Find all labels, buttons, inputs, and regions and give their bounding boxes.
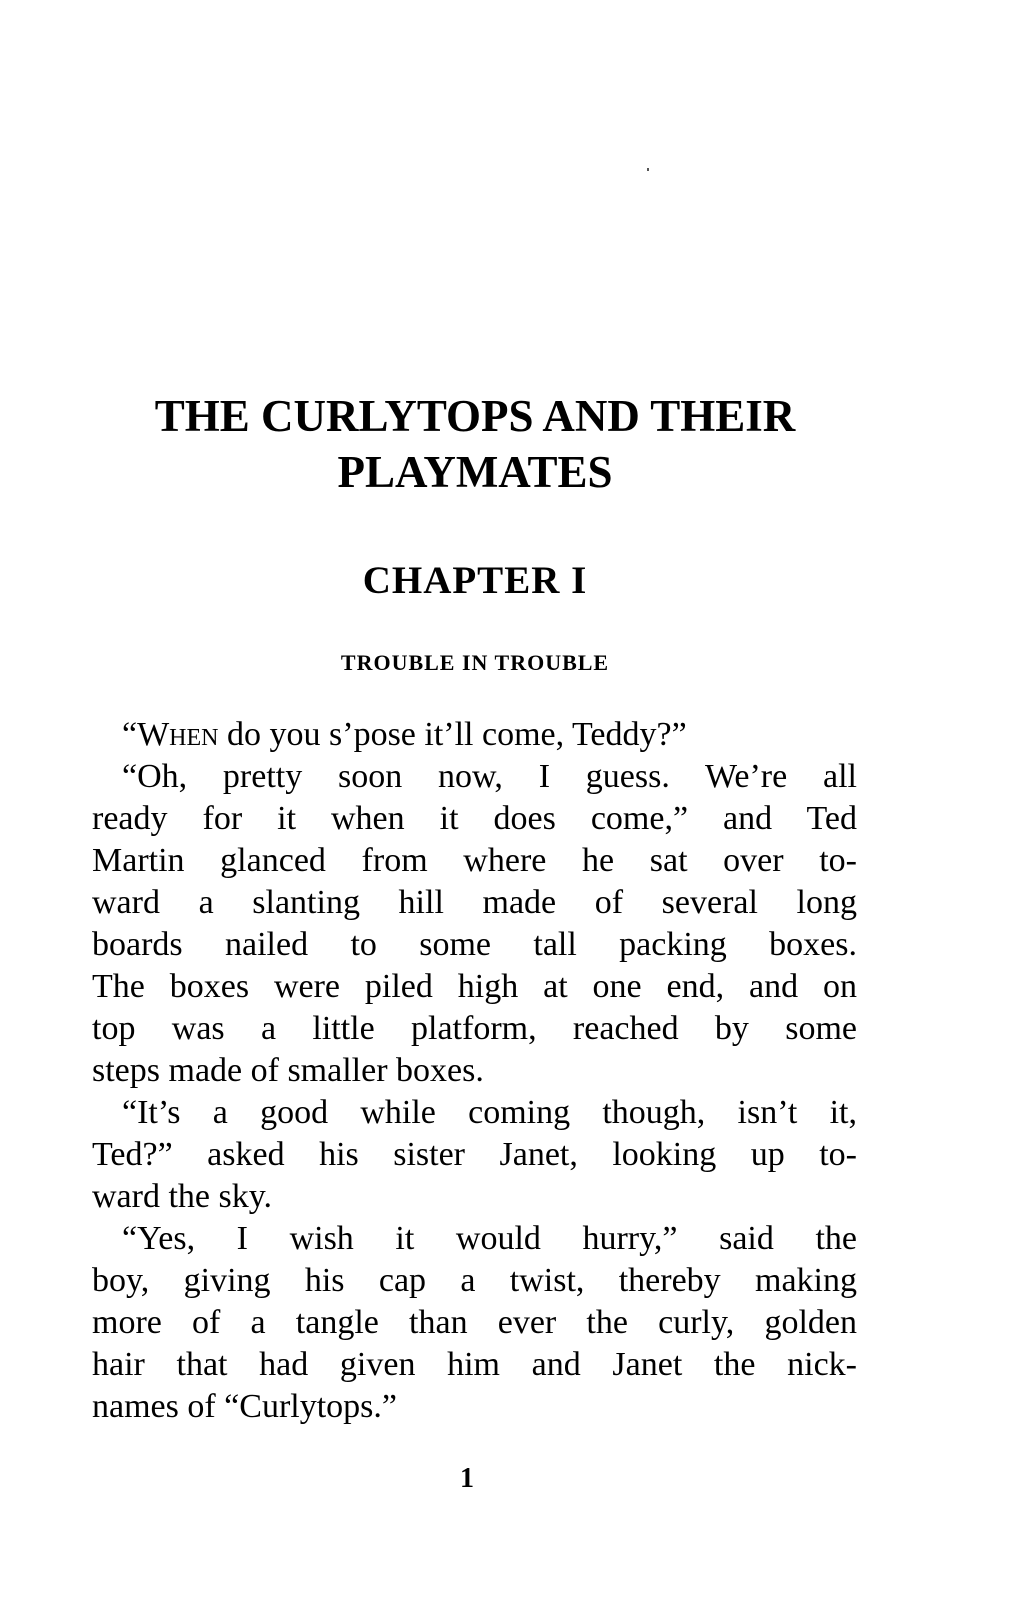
text-line: ward a slanting hill made of several long xyxy=(92,884,857,921)
text-line: ready for it when it does come,” and Ted xyxy=(92,800,857,837)
chapter-body-text xyxy=(92,714,857,1428)
print-speck xyxy=(647,168,649,171)
text-line: Ted?” asked his sister Janet, looking up to- xyxy=(92,1136,857,1173)
text-line xyxy=(92,714,857,756)
text-line: Martin glanced from where he sat over to- xyxy=(92,842,857,879)
text-line: more of a tangle than ever the curly, golden xyxy=(92,1304,857,1341)
text-line: steps made of smaller boxes. xyxy=(92,1052,484,1089)
text-line: boards nailed to some tall packing boxes. xyxy=(92,926,857,963)
text-line: “It’s a good while coming though, isn’t it, xyxy=(122,1094,857,1131)
text-line: ward the sky. xyxy=(92,1178,273,1215)
text-line: The boxes were piled high at one end, and on xyxy=(92,968,857,1005)
text-line: “Yes, I wish it would hurry,” said the xyxy=(122,1220,857,1257)
text-line: top was a little platform, reached by some xyxy=(92,1010,857,1047)
book-title-line-2: PLAYMATES xyxy=(337,447,613,497)
text-line: names of “Curlytops.” xyxy=(92,1388,397,1425)
opening-word: When xyxy=(137,716,219,753)
chapter-heading: CHAPTER I xyxy=(362,559,588,602)
chapter-subtitle: TROUBLE IN TROUBLE xyxy=(340,650,610,675)
text-line-rest: do you s’pose it’ll come, Teddy?” xyxy=(218,716,687,753)
opening-quote: “ xyxy=(122,716,138,753)
page-number: 1 xyxy=(460,1463,474,1494)
text-line: “Oh, pretty soon now, I guess. We’re all xyxy=(122,758,857,795)
text-line: boy, giving his cap a twist, thereby making xyxy=(92,1262,857,1299)
book-title-line-1: THE CURLYTOPS AND THEIR xyxy=(154,391,796,441)
text-line: hair that had given him and Janet the nick- xyxy=(92,1346,857,1383)
